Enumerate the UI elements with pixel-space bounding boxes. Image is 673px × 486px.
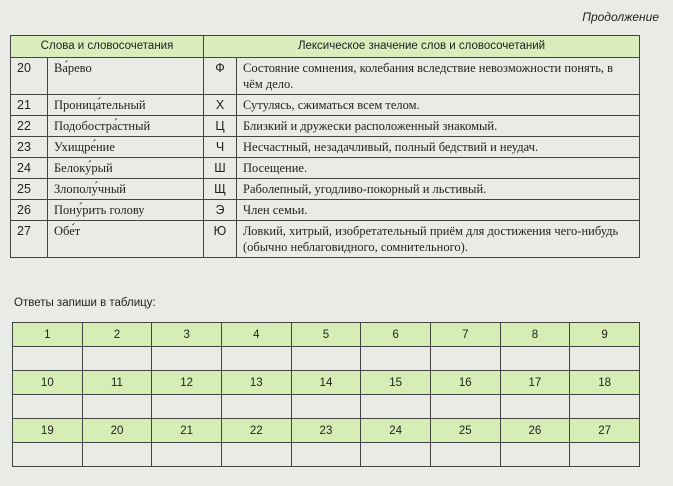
- row-word: Ухищре́ние: [48, 137, 204, 158]
- answer-cell[interactable]: [221, 347, 291, 371]
- answer-number: 21: [152, 419, 222, 443]
- row-word: Обе́т: [48, 221, 204, 258]
- table-row: [11, 200, 640, 221]
- answer-number: 10: [13, 371, 83, 395]
- answer-number: 7: [430, 323, 500, 347]
- answer-number-row: [13, 323, 640, 347]
- answer-number: 9: [570, 323, 640, 347]
- answer-cell[interactable]: [13, 443, 83, 467]
- answer-cell[interactable]: [82, 443, 152, 467]
- row-number: 24: [11, 158, 48, 179]
- row-meaning: Посещение.: [237, 158, 640, 179]
- answer-number: 6: [361, 323, 431, 347]
- answer-input-row: [13, 347, 640, 371]
- answer-number: 22: [221, 419, 291, 443]
- answer-number: 17: [500, 371, 570, 395]
- answer-cell[interactable]: [13, 395, 83, 419]
- row-letter: Х: [204, 95, 237, 116]
- answer-number: 12: [152, 371, 222, 395]
- row-letter: Ш: [204, 158, 237, 179]
- answer-number: 20: [82, 419, 152, 443]
- answer-number-row: [13, 419, 640, 443]
- row-meaning: Член семьи.: [237, 200, 640, 221]
- answer-cell[interactable]: [152, 443, 222, 467]
- table-row: [11, 58, 640, 95]
- answer-number-row: [13, 371, 640, 395]
- answer-number: 3: [152, 323, 222, 347]
- table-row: [11, 179, 640, 200]
- answer-number: 15: [361, 371, 431, 395]
- answer-number: 27: [570, 419, 640, 443]
- row-letter: Э: [204, 200, 237, 221]
- answer-cell[interactable]: [221, 395, 291, 419]
- table-row: [11, 221, 640, 258]
- answer-cell[interactable]: [570, 443, 640, 467]
- row-word: Пону́рить голову: [48, 200, 204, 221]
- answer-cell[interactable]: [152, 395, 222, 419]
- row-number: 23: [11, 137, 48, 158]
- row-letter: Ц: [204, 116, 237, 137]
- answer-number: 11: [82, 371, 152, 395]
- table-row: [11, 158, 640, 179]
- row-word: Белоку́рый: [48, 158, 204, 179]
- row-word: Подобостра́стный: [48, 116, 204, 137]
- header-words: Слова и словосочетания: [11, 36, 204, 58]
- answer-number: 5: [291, 323, 361, 347]
- answer-cell[interactable]: [13, 347, 83, 371]
- answer-number: 1: [13, 323, 83, 347]
- answer-number: 26: [500, 419, 570, 443]
- row-meaning: Состояние сомнения, колебания вследствие невозможности понять, в чём дело.: [237, 58, 640, 95]
- answer-cell[interactable]: [361, 443, 431, 467]
- answer-number: 23: [291, 419, 361, 443]
- answer-cell[interactable]: [82, 395, 152, 419]
- answer-number: 13: [221, 371, 291, 395]
- answer-number: 14: [291, 371, 361, 395]
- row-number: 21: [11, 95, 48, 116]
- row-word: Злополу́чный: [48, 179, 204, 200]
- row-meaning: Близкий и дружески расположенный знакомый.: [237, 116, 640, 137]
- answer-number: 24: [361, 419, 431, 443]
- table-row: [11, 116, 640, 137]
- row-word: Проница́тельный: [48, 95, 204, 116]
- table-row: [11, 137, 640, 158]
- row-number: 22: [11, 116, 48, 137]
- row-number: 27: [11, 221, 48, 258]
- row-number: 26: [11, 200, 48, 221]
- row-number: 25: [11, 179, 48, 200]
- answer-grid: [12, 322, 640, 467]
- answer-cell[interactable]: [500, 347, 570, 371]
- answer-cell[interactable]: [82, 347, 152, 371]
- row-letter: Ч: [204, 137, 237, 158]
- continuation-label: Продолжение: [582, 10, 659, 24]
- answer-number: 18: [570, 371, 640, 395]
- header-meanings: Лексическое значение слов и словосочетаний: [204, 36, 640, 58]
- answer-cell[interactable]: [430, 395, 500, 419]
- answers-label: Ответы запиши в таблицу:: [14, 297, 156, 309]
- row-meaning: Ловкий, хитрый, изобретательный приём для достижения чего-нибудь (обычно неблаговидного, сомнительного).: [237, 221, 640, 258]
- row-meaning: Сутулясь, сжиматься всем телом.: [237, 95, 640, 116]
- answer-cell[interactable]: [570, 347, 640, 371]
- answer-input-row: [13, 395, 640, 419]
- answer-cell[interactable]: [361, 347, 431, 371]
- answer-cell[interactable]: [430, 347, 500, 371]
- row-letter: Ю: [204, 221, 237, 258]
- answer-cell[interactable]: [291, 395, 361, 419]
- answer-cell[interactable]: [570, 395, 640, 419]
- row-meaning: Раболепный, угодливо-покорный и льстивый.: [237, 179, 640, 200]
- answer-cell[interactable]: [152, 347, 222, 371]
- answer-cell[interactable]: [430, 443, 500, 467]
- table-row: [11, 95, 640, 116]
- answer-number: 2: [82, 323, 152, 347]
- answer-number: 19: [13, 419, 83, 443]
- answer-number: 8: [500, 323, 570, 347]
- lexical-table: [10, 35, 640, 258]
- answer-number: 4: [221, 323, 291, 347]
- answer-cell[interactable]: [500, 395, 570, 419]
- answer-cell[interactable]: [291, 443, 361, 467]
- answer-number: 16: [430, 371, 500, 395]
- row-meaning: Несчастный, незадачливый, полный бедствий и неудач.: [237, 137, 640, 158]
- answer-cell[interactable]: [221, 443, 291, 467]
- row-number: 20: [11, 58, 48, 95]
- answer-cell[interactable]: [291, 347, 361, 371]
- answer-cell[interactable]: [500, 443, 570, 467]
- answer-input-row: [13, 443, 640, 467]
- answer-cell[interactable]: [361, 395, 431, 419]
- row-letter: Ф: [204, 58, 237, 95]
- row-letter: Щ: [204, 179, 237, 200]
- answer-number: 25: [430, 419, 500, 443]
- row-word: Ва́рево: [48, 58, 204, 95]
